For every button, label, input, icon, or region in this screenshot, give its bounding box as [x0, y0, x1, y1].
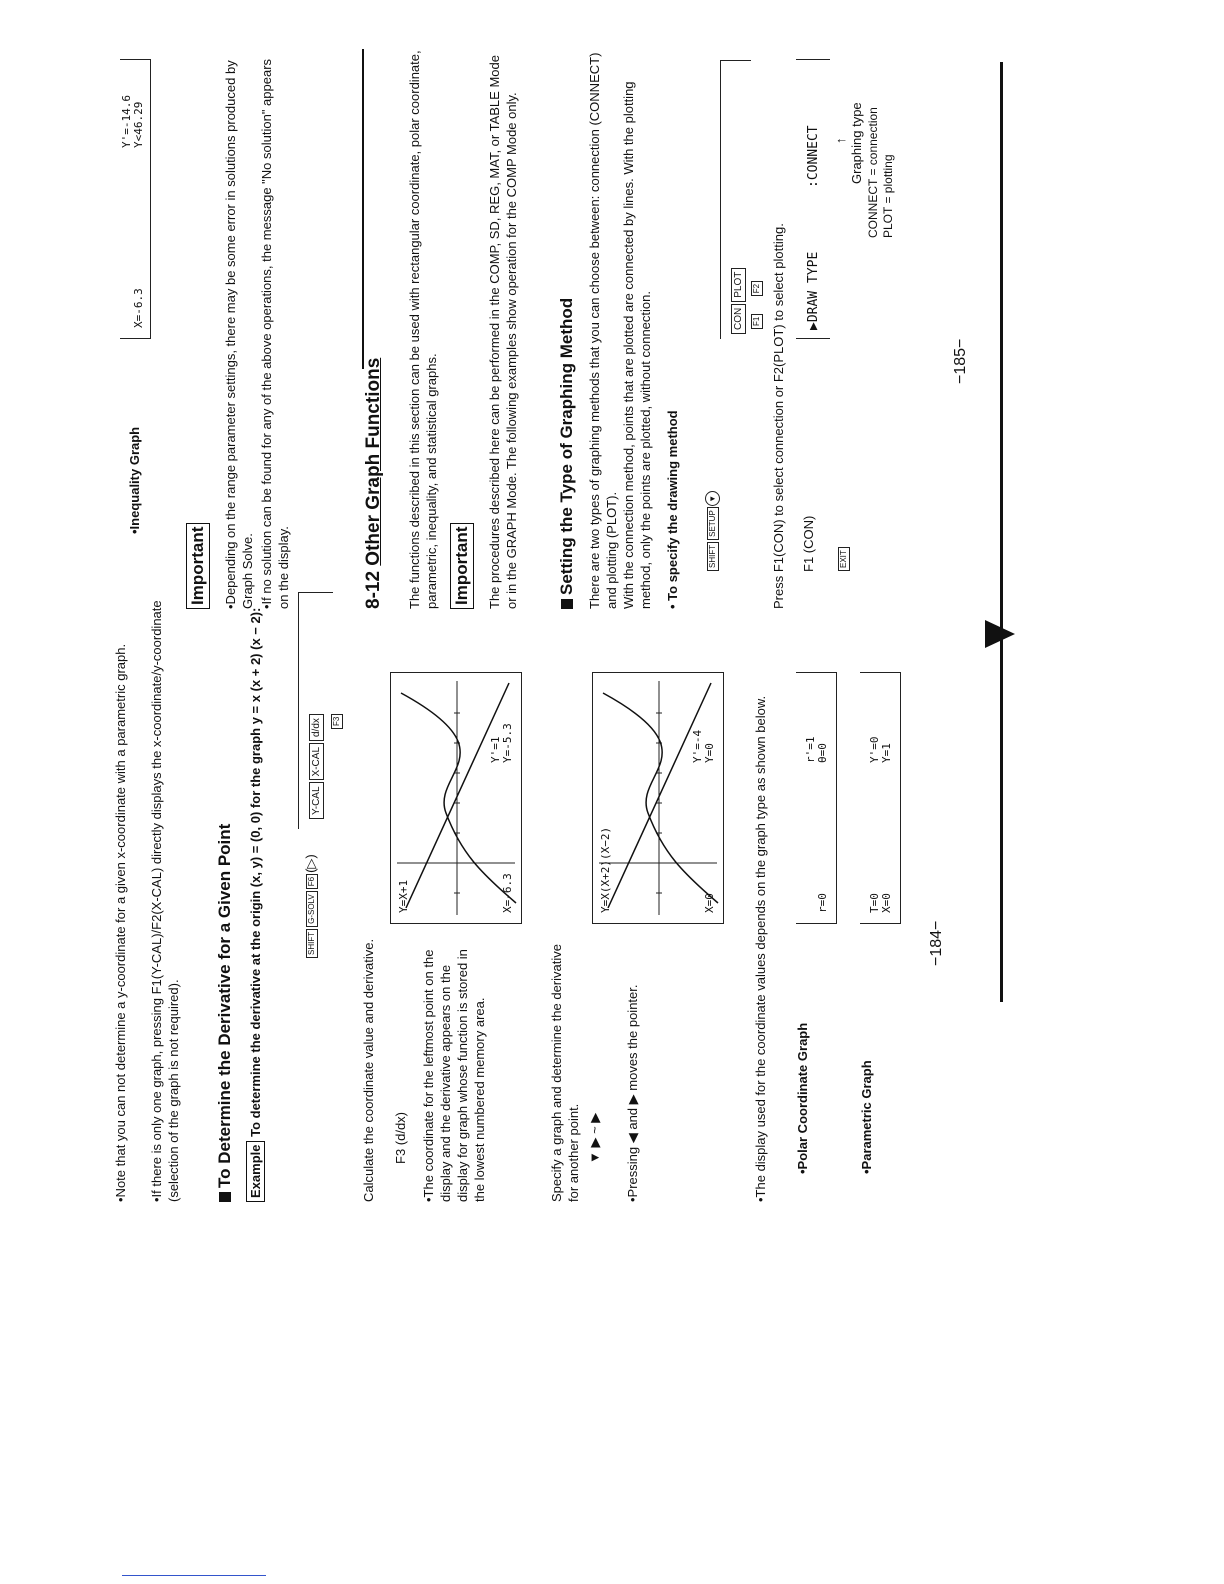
exit-key: EXIT — [838, 547, 850, 571]
ineq-y: Y<46.29 — [132, 101, 145, 148]
param-t: T=0 — [868, 893, 881, 913]
sub-title-drawing: • To specify the drawing method — [665, 410, 680, 609]
note-bullet-1 — [112, 562, 129, 1202]
note-bullet-3: •The coordinate for the leftmost point on the display and the derivative appears on the display for graph whose function is stored in the lowest numbered memory area. — [421, 949, 487, 1202]
parametric-screen — [860, 672, 901, 924]
graphing-text-2: With the connection method, points that are plotted are connected by lines. With the plotting method, only the points are plotted, without connection. — [621, 81, 653, 609]
screen1-func: Y=X+1 — [397, 879, 410, 913]
key-sequence-2 — [704, 491, 722, 572]
ineq-yprime: Y'=-14.6 — [120, 95, 133, 148]
exit-key-row — [834, 546, 851, 572]
step-2-keys: ▼ ▶ ~ ▶ — [587, 1112, 602, 1164]
f6-key: F6 — [306, 874, 318, 889]
step-2-text: Specify a graph and determine the derivative for another point. — [549, 944, 581, 1202]
setup-frame — [720, 60, 751, 339]
margin-mark — [122, 1575, 266, 1576]
step-1-text: Calculate the coordinate value and derivative. — [361, 938, 376, 1202]
polar-theta: θ=0 — [816, 743, 829, 763]
options-legend — [866, 107, 896, 238]
section-title-graphing — [556, 49, 578, 609]
chapter-header — [362, 49, 386, 609]
inequality-label: •Inequality Graph — [127, 426, 142, 534]
f1-key: F1 — [751, 314, 763, 329]
section-title-derivative — [214, 562, 236, 1202]
important-badge-2: Important — [450, 523, 474, 609]
screen1-y: Y=-5.3 — [501, 723, 514, 763]
screen2-y: Y=0 — [703, 743, 716, 763]
example-text: To determine the derivative at the origin (x, y) = (0, 0) for the graph y = x (x + 2) (x − 2): — [248, 607, 263, 1137]
graphing-type-caption: Graphing type — [849, 102, 864, 184]
chapter-number: 8-12 — [363, 570, 384, 609]
draw-type-value: :CONNECT — [806, 125, 821, 188]
screen2-yprime: Y'=-4 — [691, 729, 704, 763]
graphing-text-1: There are two types of graphing methods that you can choose between: connection (CONNECT) and plotting (PLOT). — [587, 52, 619, 609]
softkey-frame — [298, 592, 333, 829]
polar-rprime: r'=1 — [804, 736, 817, 763]
note-bullet-4: •Pressing ◀ and ▶ moves the pointer. — [625, 984, 640, 1202]
f2-key: F2 — [751, 281, 763, 296]
gsolv-key: G-SOLV — [306, 891, 318, 927]
softkey-ddx: d/dx — [309, 714, 324, 741]
example-label: Example — [246, 1141, 265, 1202]
down-arrow-icon: ▼ — [705, 491, 720, 506]
pointer-arrow: ↑ — [833, 137, 848, 144]
chapter-rule — [362, 49, 364, 369]
section-title-text: Setting the Type of Graphing Method — [557, 297, 576, 595]
cubic-curve — [401, 693, 516, 903]
draw-type-label: ▶DRAW TYPE — [806, 251, 821, 330]
polar-r: r=0 — [816, 893, 829, 913]
graph-2-svg — [593, 673, 723, 923]
softkey-ycal: Y-CAL — [309, 782, 324, 819]
graph-screen-1 — [390, 672, 522, 924]
shift-key: SHIFT — [707, 542, 719, 571]
screen1-x: X=-6.3 — [501, 873, 514, 913]
shift-key: SHIFT — [306, 929, 318, 958]
f3-key: F3 — [331, 714, 343, 729]
important-note-1: •Depending on the range parameter settings, there may be some error in solutions produced by Graph Solve. — [223, 60, 255, 609]
inequality-screen — [120, 59, 151, 339]
screen2-func: Y=X(X+2)(X−2) — [599, 826, 612, 913]
screen2-x: X=0 — [703, 893, 716, 913]
polar-label: •Polar Coordinate Graph — [795, 1022, 810, 1174]
important-label-2 — [450, 523, 474, 609]
important-label-1 — [186, 523, 210, 609]
ineq-x: X=-6.3 — [132, 288, 145, 328]
page-number-185: −185− — [952, 338, 969, 384]
option-connect: CONNECT = connection — [866, 107, 880, 238]
setup-key: SETUP — [707, 507, 719, 540]
screen1-yprime: Y'=1 — [489, 736, 502, 763]
example-block — [246, 562, 265, 1202]
param-y: Y=1 — [880, 743, 893, 763]
param-x: X=0 — [880, 893, 893, 913]
section-square-icon — [561, 599, 573, 609]
section-square-icon — [219, 1192, 231, 1202]
key-f1-con: F1 (CON) — [801, 515, 816, 572]
param-yprime: Y'=0 — [868, 736, 881, 763]
option-plot: PLOT = plotting — [881, 154, 895, 238]
page-number-184: −184− — [928, 920, 945, 966]
cubic-curve — [603, 693, 718, 903]
chapter-title: Other Graph Functions — [363, 357, 384, 566]
important-text-2: The procedures described here can be performed in the COMP, SD, REG, MAT, or TABLE Mode or in the GRAPH Mode. The following examples show operation for the COMP Mode only. — [487, 55, 519, 609]
softkey-xcal: X-CAL — [309, 743, 324, 780]
important-badge-1: Important — [186, 523, 210, 609]
parametric-label: •Parametric Graph — [859, 1060, 874, 1174]
page-divider — [1000, 62, 1003, 1002]
softkey-con: CON — [731, 304, 746, 334]
note-text-2: •If there is only one graph, pressing F1(Y-CAL)/F2(X-CAL) directly displays the x-coordinate/y-coordinate (selection of the graph is not required). — [149, 600, 181, 1202]
note-bullet-2 — [148, 562, 182, 1202]
step-1-keys: F3 (d/dx) — [393, 1111, 408, 1164]
section-title-text: To Determine the Derivative for a Given Point — [215, 823, 234, 1188]
note-bullet-5: •The display used for the coordinate values depends on the graph type as shown below. — [753, 695, 768, 1202]
graph-screen-2 — [592, 672, 724, 924]
note-text-1: •Note that you can not determine a y-coordinate for a given x-coordinate with a parametric graph. — [113, 643, 128, 1202]
polar-screen — [796, 672, 837, 924]
divider-arrow-icon — [985, 620, 1015, 648]
chapter-intro: The functions described in this section can be used with rectangular coordinate, polar coordinate, parametric, inequality, and statistical graphs. — [407, 50, 439, 609]
key-sequence-1 — [302, 854, 319, 959]
draw-type-screen — [796, 59, 830, 339]
important-note-2: •If no solution can be found for any of the above operations, the message "No solution" appears on the display. — [259, 58, 291, 609]
press-text: Press F1(CON) to select connection or F2(PLOT) to select plotting. — [771, 223, 786, 609]
softkey-plot: PLOT — [731, 268, 746, 302]
right-arrow-label: (▷) — [303, 854, 318, 873]
